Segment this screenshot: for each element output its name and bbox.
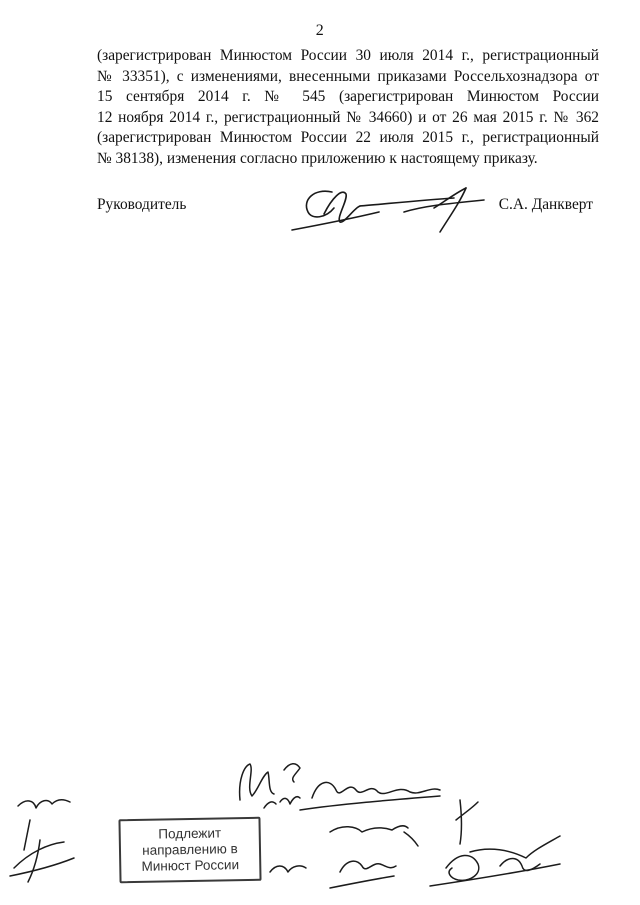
- body-line: № 33351), с изменениями, внесенными приказами Россельхознадзора от: [97, 67, 599, 85]
- stamp-line: Подлежит: [158, 825, 222, 842]
- stamp-line: Минюст России: [141, 857, 240, 874]
- signer-name: С.А. Данкверт: [498, 196, 593, 213]
- body-line: № 38138), изменения согласно приложению к настоящему приказу.: [97, 149, 538, 167]
- handwritten-signature: [284, 178, 499, 238]
- body-line: 12 ноября 2014 г., регистрационный № 34660) и от 26 мая 2015 г. № 362: [97, 108, 599, 126]
- body-line: (зарегистрирован Минюстом России 30 июля 2014 г., регистрационный: [97, 47, 599, 64]
- page-number: 2: [315, 22, 325, 39]
- body-line: (зарегистрирован Минюстом России 22 июля 2015 г., регистрационный: [97, 129, 599, 146]
- signer-position: Руководитель: [97, 196, 187, 213]
- visa-scribbles: [0, 740, 640, 905]
- body-line: 15 сентября 2014 г. № 545 (зарегистрирован Минюстом России: [97, 88, 599, 105]
- stamp-line: направлению в: [142, 841, 238, 858]
- body-text: [97, 46, 599, 169]
